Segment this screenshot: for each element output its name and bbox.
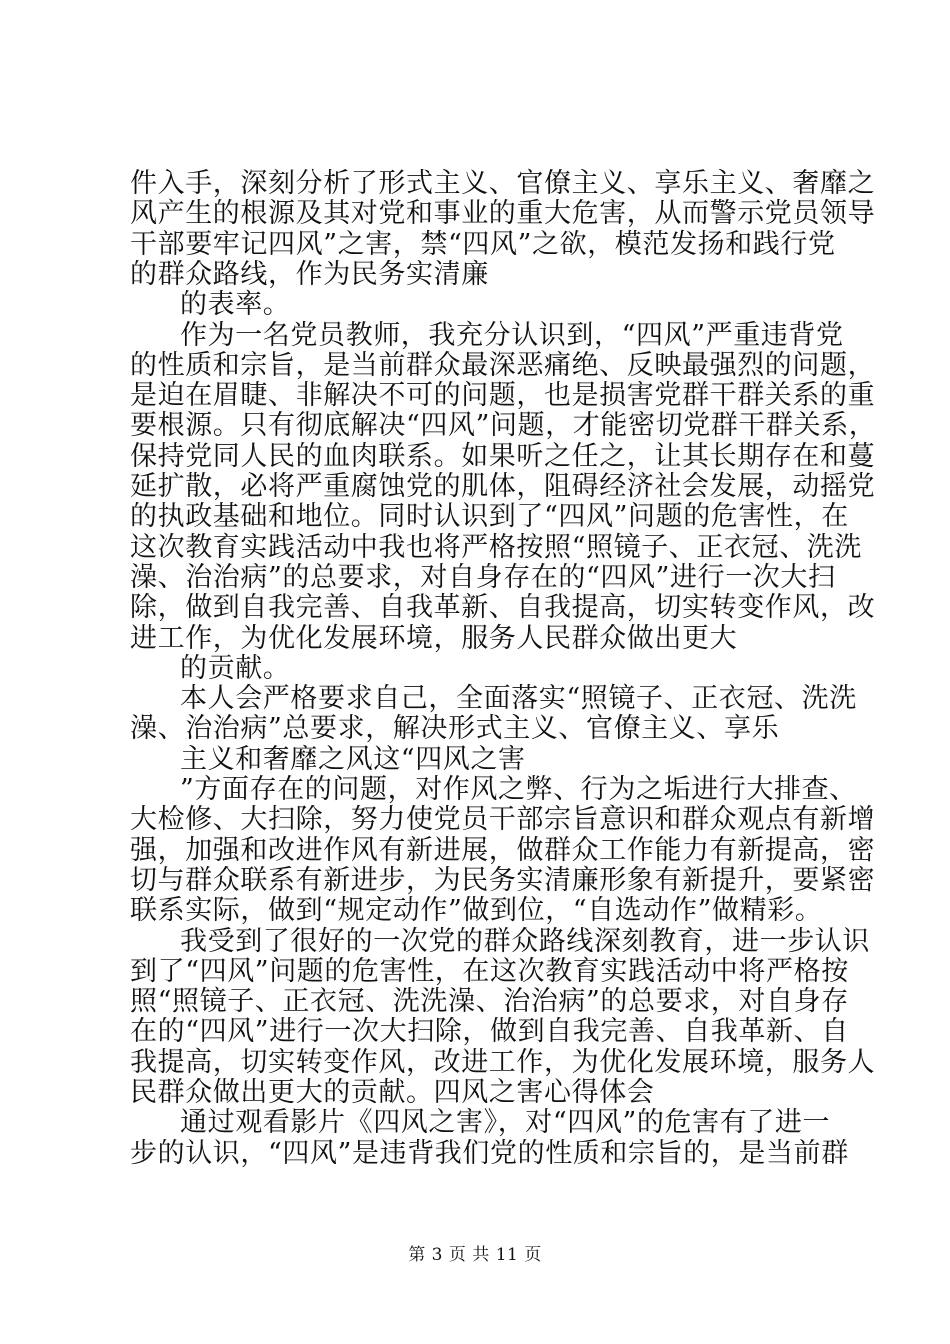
body-text-line: 民群众做出更大的贡献。四风之害心得体会 — [130, 1077, 655, 1108]
body-text-line: 强，加强和改进作风有新进展，做群众工作能力有新提高，密 — [130, 834, 876, 866]
body-text-line: 的群众路线，作为民务实清廉 — [130, 258, 489, 290]
body-text-line: 在的“四风”进行一次大扫除，做到自我完善、自我革新、自 — [130, 1016, 849, 1048]
body-text-line: 是迫在眉睫、非解决不可的问题，也是损害党群干群关系的重 — [130, 380, 876, 412]
paragraph-first-line: 通过观看影片《四风之害》，对“四风”的危害有了进一 — [180, 1107, 831, 1139]
body-text-line: 件入手，深刻分析了形式主义、官僚主义、享乐主义、奢靡之 — [130, 168, 876, 199]
body-text-line: 澡、治治病”总要求，解决形式主义、官僚主义、享乐 — [130, 713, 780, 745]
body-text-line: 联系实际，做到“规定动作”做到位，“自选动作”做精彩。 — [130, 895, 823, 927]
paragraph-first-line: 我受到了很好的一次党的群众路线深刻教育，进一步认识 — [180, 925, 870, 957]
body-text-line: 的贡献。 — [180, 652, 291, 684]
paragraph-first-line: 本人会严格要求自己，全面落实“照镜子、正衣冠、洗洗 — [180, 683, 857, 715]
paragraph-first-line: 作为一名党员教师，我充分认识到，“四风”严重违背党 — [180, 319, 844, 351]
body-text-line: 这次教育实践活动中我也将严格按照“照镜子、正衣冠、洗洗 — [130, 531, 863, 563]
body-text-line: 主义和奢靡之风这“四风之害 — [180, 743, 526, 775]
body-text-line: 风产生的根源及其对党和事业的重大危害，从而警示党员领导 — [130, 198, 876, 230]
body-text-line: 的执政基础和地位。同时认识到了“四风”问题的危害性，在 — [130, 501, 849, 533]
body-text-line: 进工作，为优化发展环境，服务人民群众做出更大 — [130, 622, 738, 654]
body-text-line: 保持党同人民的血肉联系。如果听之任之，让其长期存在和蔓 — [130, 440, 876, 472]
body-text-line: 我提高，切实转变作风，改进工作，为优化发展环境，服务人 — [130, 1046, 876, 1078]
body-text-line: 到了“四风”问题的危害性，在这次教育实践活动中将严格按 — [130, 955, 849, 987]
body-text-line: 切与群众联系有新进步，为民务实清廉形象有新提升，要紧密 — [130, 864, 876, 896]
body-text-line: 大检修、大扫除，努力使党员干部宗旨意识和群众观点有新增 — [130, 804, 876, 836]
body-text-line: 步的认识，“四风”是违背我们党的性质和宗旨的，是当前群 — [130, 1137, 849, 1169]
body-text-line: 的性质和宗旨，是当前群众最深恶痛绝、反映最强烈的问题， — [130, 349, 876, 381]
body-text-line: 照“照镜子、正衣冠、洗洗澡、治治病”的总要求，对自身存 — [130, 986, 849, 1018]
page-footer: 第 3 页 共 11 页 — [408, 1245, 542, 1265]
body-text-line: 除，做到自我完善、自我革新、自我提高，切实转变作风，改 — [130, 592, 876, 624]
body-text-line: 的表率。 — [180, 289, 291, 321]
body-text-line: ”方面存在的问题，对作风之弊、行为之垢进行大排查、 — [180, 774, 857, 805]
body-text-line: 要根源。只有彻底解决“四风”问题，才能密切党群干群关系， — [130, 410, 877, 442]
body-text-line: 干部要牢记四风”之害，禁“四风”之欲，模范发扬和践行党 — [130, 228, 836, 260]
body-text-line: 澡、治治病”的总要求，对自身存在的“四风”进行一次大扫 — [130, 561, 836, 593]
body-text-line: 延扩散，必将严重腐蚀党的肌体，阻碍经济社会发展，动摇党 — [130, 471, 876, 502]
